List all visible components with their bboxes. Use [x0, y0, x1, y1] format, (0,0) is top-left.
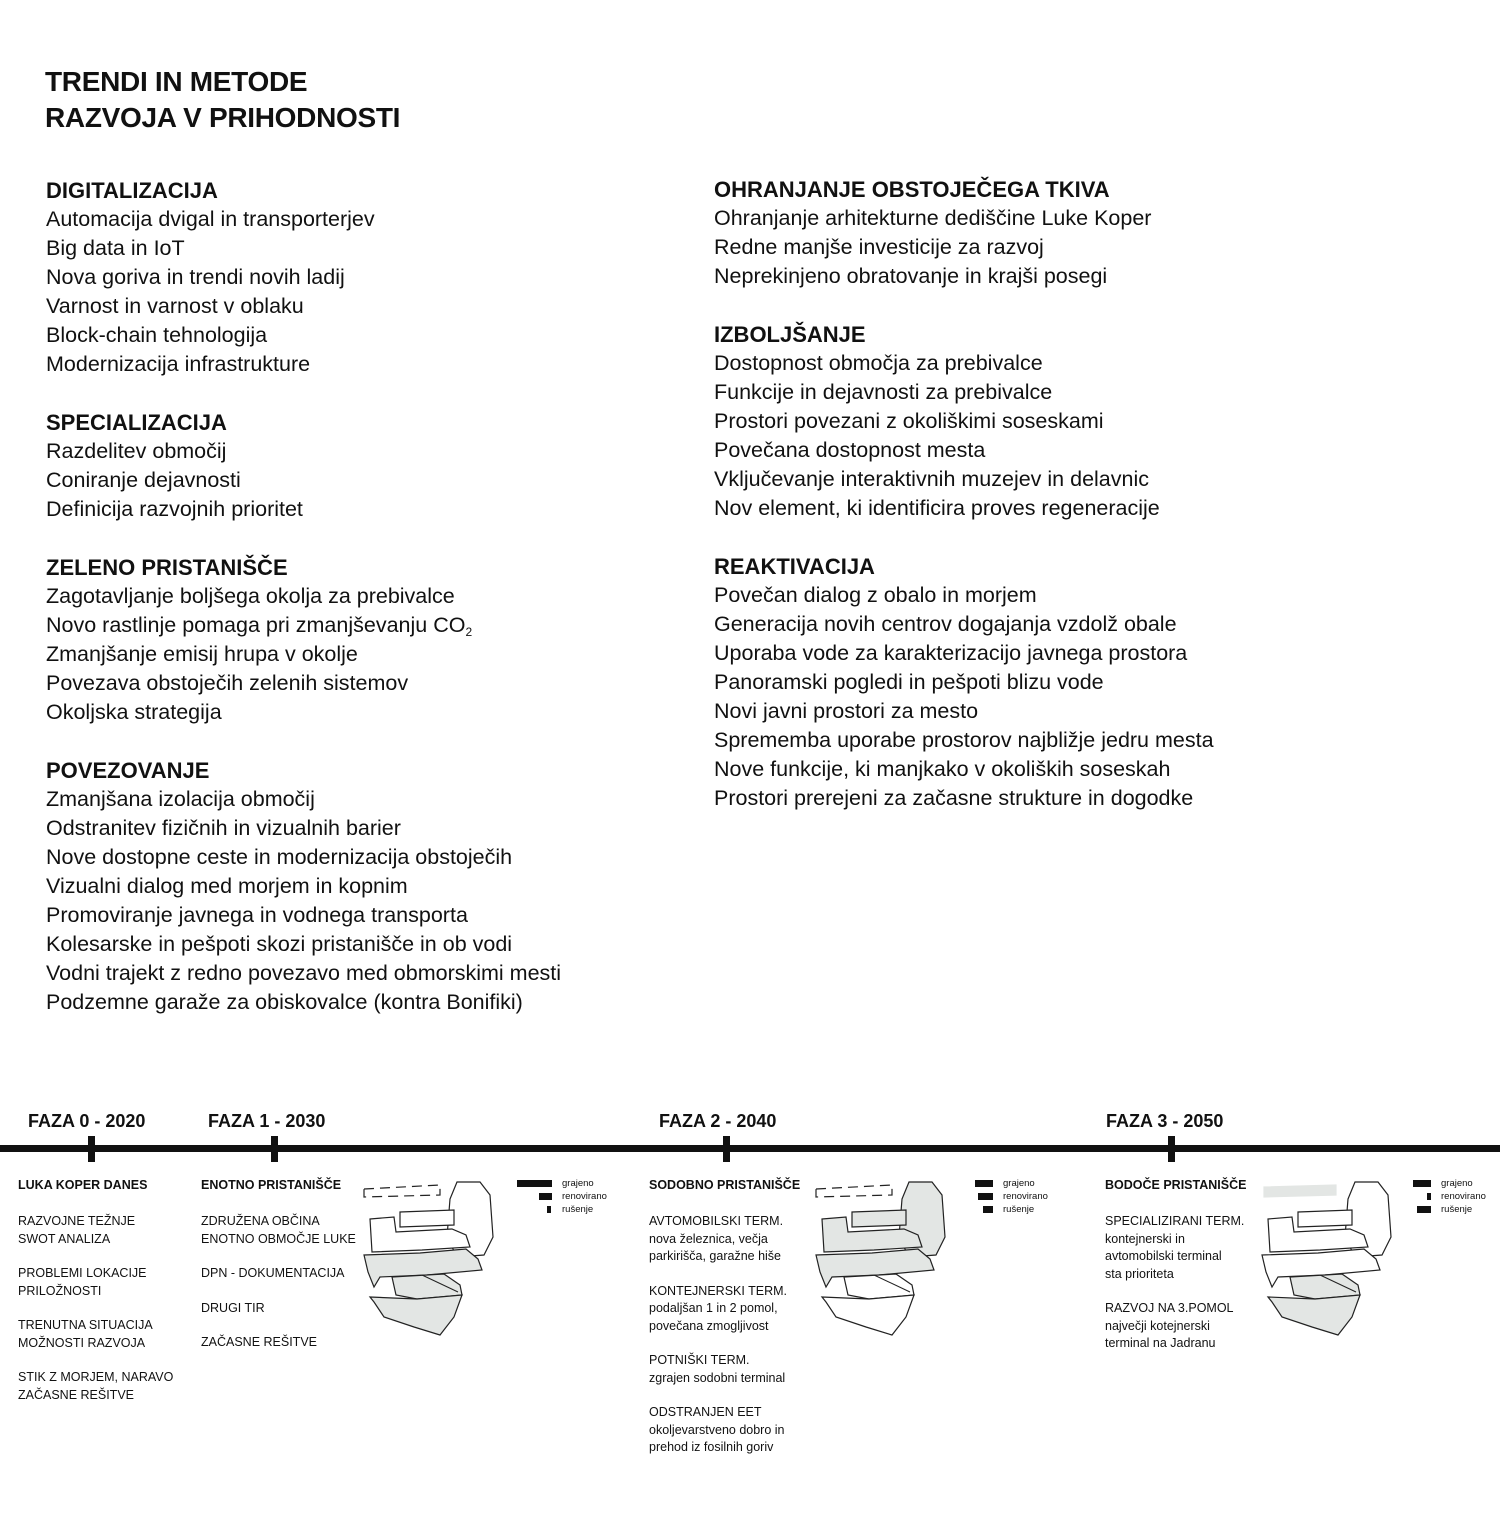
- list-item: Vključevanje interaktivnih muzejev in delavnic: [714, 467, 1149, 491]
- section-povezovanje: [46, 756, 706, 1017]
- phase-item: [649, 1283, 824, 1336]
- phase-heading: ENOTNO PRISTANIŠČE: [201, 1178, 342, 1192]
- section-specializacija: [46, 408, 706, 524]
- timeline-tick: [271, 1136, 278, 1162]
- phase-item-line: sta prioriteta: [1105, 1266, 1174, 1281]
- legend-row-renovirano: [517, 1191, 627, 1203]
- phase-label-2: FAZA 2 - 2040: [659, 1111, 777, 1131]
- phase-item-line: SWOT ANALIZA: [18, 1231, 111, 1246]
- list-item: Big data in IoT: [46, 236, 185, 260]
- right-column: [714, 175, 1374, 842]
- section-heading: ZELENO PRISTANIŠČE: [46, 555, 288, 580]
- phase-item: [649, 1213, 824, 1266]
- phase-item-line: parkirišča, garažne hiše: [649, 1249, 782, 1263]
- section-heading: DIGITALIZACIJA: [46, 178, 218, 203]
- list-item: Zmanjšana izolacija območij: [46, 787, 315, 811]
- legend-swatch: [1427, 1193, 1431, 1200]
- legend-row-rusenje: [517, 1204, 627, 1216]
- list-item: Vodni trajekt z redno povezavo med obmorskimi mesti: [46, 961, 562, 985]
- phase-item-line: PRILOŽNOSTI: [18, 1283, 102, 1298]
- phase-3-details: [1105, 1177, 1280, 1370]
- phase-item-line: ENOTNO OBMOČJE LUKE: [201, 1231, 356, 1246]
- list-item: Uporaba vode za karakterizacijo javnega prostora: [714, 641, 1188, 665]
- legend-label: rušenje: [1003, 1204, 1035, 1215]
- phase-item-line: avtomobilski terminal: [1105, 1249, 1222, 1263]
- list-item: Povečan dialog z obalo in morjem: [714, 583, 1037, 607]
- phase-1-details: [201, 1177, 376, 1369]
- list-item: Novi javni prostori za mesto: [714, 699, 979, 723]
- list-item: [46, 611, 706, 640]
- section-digitalizacija: [46, 176, 706, 379]
- timeline-tick: [1168, 1136, 1175, 1162]
- legend-swatch: [517, 1180, 552, 1187]
- list-item: Sprememba uporabe prostorov najbližje jedru mesta: [714, 728, 1214, 752]
- list-item: Zagotavljanje boljšega okolja za prebivalce: [46, 584, 455, 608]
- phase-item-line: TRENUTNA SITUACIJA: [18, 1318, 153, 1332]
- list-item: Nove funkcije, ki manjkako v okoliških soseskah: [714, 757, 1171, 781]
- legend-swatch: [547, 1206, 551, 1213]
- phase-label-1: FAZA 1 - 2030: [208, 1111, 326, 1131]
- section-izboljsanje: [714, 320, 1374, 523]
- legend-swatch: [978, 1193, 993, 1200]
- legend-phase-2: [975, 1178, 1085, 1218]
- section-heading: SPECIALIZACIJA: [46, 410, 227, 435]
- list-item: Nove dostopne ceste in modernizacija obstoječih: [46, 845, 513, 869]
- phase-heading: SODOBNO PRISTANIŠČE: [649, 1178, 801, 1192]
- list-item: Varnost in varnost v oblaku: [46, 294, 304, 318]
- phase-item-line: ODSTRANJEN EET: [649, 1405, 762, 1419]
- list-item: Block-chain tehnologija: [46, 323, 268, 347]
- list-item: Panoramski pogledi in pešpoti blizu vode: [714, 670, 1104, 694]
- timeline-tick: [723, 1136, 730, 1162]
- phase-item: [201, 1300, 376, 1318]
- port-map-phase-3: [1260, 1177, 1395, 1337]
- legend-phase-3: [1413, 1178, 1500, 1218]
- phase-item-line: ZDRUŽENA OBČINA: [201, 1214, 320, 1228]
- legend-swatch: [983, 1206, 993, 1213]
- list-item: Coniranje dejavnosti: [46, 468, 241, 492]
- phase-item-line: RAZVOJNE TEŽNJE: [18, 1214, 136, 1228]
- list-item: Okoljska strategija: [46, 700, 222, 724]
- phase-item-line: SPECIALIZIRANI TERM.: [1105, 1214, 1245, 1228]
- list-item: Prostori prerejeni za začasne strukture in dogodke: [714, 786, 1194, 810]
- phase-item: [649, 1404, 824, 1457]
- legend-swatch: [539, 1193, 552, 1200]
- phase-item-line: kontejnerski in: [1105, 1231, 1185, 1246]
- section-heading: REAKTIVACIJA: [714, 554, 875, 579]
- section-heading: OHRANJANJE OBSTOJEČEGA TKIVA: [714, 177, 1110, 202]
- port-map-phase-2: [814, 1177, 949, 1337]
- phase-item-line: povečana zmogljivost: [649, 1318, 769, 1333]
- page-title: [45, 64, 400, 136]
- co2-subscript: 2: [465, 625, 473, 639]
- list-item: Vizualni dialog med morjem in kopnim: [46, 874, 408, 898]
- list-item: Kolesarske in pešpoti skozi pristanišče in ob vodi: [46, 932, 513, 956]
- legend-swatch: [975, 1180, 993, 1187]
- section-ohranjanje: [714, 175, 1374, 291]
- section-zeleno-pristanisce: [46, 553, 706, 727]
- list-item: Automacija dvigal in transporterjev: [46, 207, 375, 231]
- phase-item-line: AVTOMOBILSKI TERM.: [649, 1214, 784, 1228]
- timeline-tick: [88, 1136, 95, 1162]
- phase-item-line: POTNIŠKI TERM.: [649, 1353, 750, 1367]
- legend-swatch: [1413, 1180, 1431, 1187]
- legend-row-grajeno: [1413, 1178, 1500, 1190]
- phase-item-line: RAZVOJ NA 3.POMOL: [1105, 1301, 1234, 1315]
- phase-item-line: MOŽNOSTI RAZVOJA: [18, 1335, 146, 1350]
- list-item: Neprekinjeno obratovanje in krajši posegi: [714, 264, 1108, 288]
- phase-2-details: [649, 1177, 824, 1474]
- list-item: Odstranitev fizičnih in vizualnih barier: [46, 816, 401, 840]
- phase-item: [18, 1317, 193, 1352]
- legend-label: renovirano: [1003, 1191, 1048, 1202]
- phase-item-line: KONTEJNERSKI TERM.: [649, 1283, 787, 1298]
- legend-row-renovirano: [1413, 1191, 1500, 1203]
- list-item: Promoviranje javnega in vodnega transporta: [46, 903, 468, 927]
- list-item: Generacija novih centrov dogajanja vzdolž obale: [714, 612, 1177, 636]
- legend-phase-1: [517, 1178, 627, 1218]
- list-item: Nova goriva in trendi novih ladij: [46, 265, 345, 289]
- title-line-1: TRENDI IN METODE: [45, 66, 308, 97]
- phase-item: [201, 1334, 376, 1352]
- phase-item: [1105, 1213, 1280, 1283]
- phase-item-line: DRUGI TIR: [201, 1300, 265, 1315]
- section-reaktivacija: [714, 552, 1374, 813]
- list-item: Povezava obstoječih zelenih sistemov: [46, 671, 409, 695]
- section-heading: IZBOLJŠANJE: [714, 322, 866, 347]
- phase-item: [18, 1369, 193, 1404]
- phase-item-line: ZAČASNE REŠITVE: [201, 1335, 317, 1349]
- list-item: Zmanjšanje emisij hrupa v okolje: [46, 642, 358, 666]
- legend-label: rušenje: [562, 1204, 594, 1215]
- co2-text: Novo rastlinje pomaga pri zmanjševanju CO: [46, 613, 466, 637]
- legend-label: grajeno: [562, 1178, 594, 1189]
- phase-item-line: zgrajen sodobni terminal: [649, 1370, 786, 1385]
- phase-item-line: podaljšan 1 in 2 pomol,: [649, 1301, 778, 1315]
- legend-row-grajeno: [975, 1178, 1085, 1190]
- legend-row-renovirano: [975, 1191, 1085, 1203]
- list-item: Modernizacija infrastrukture: [46, 352, 311, 376]
- list-item: Definicija razvojnih prioritet: [46, 497, 303, 521]
- legend-label: renovirano: [1441, 1191, 1486, 1202]
- legend-label: grajeno: [1441, 1178, 1473, 1189]
- legend-label: renovirano: [562, 1191, 607, 1202]
- port-map-phase-1: [362, 1177, 497, 1337]
- phase-item: [649, 1352, 824, 1387]
- legend-row-rusenje: [1413, 1204, 1500, 1216]
- phase-item: [201, 1213, 376, 1248]
- phase-item-line: prehod iz fosilnih goriv: [649, 1440, 774, 1454]
- list-item: Redne manjše investicije za razvoj: [714, 235, 1044, 259]
- section-heading: POVEZOVANJE: [46, 758, 210, 783]
- phase-0-details: [18, 1177, 193, 1421]
- list-item: Razdelitev območij: [46, 439, 227, 463]
- phase-item-line: največji kotejnerski: [1105, 1318, 1210, 1333]
- phase-item-line: ZAČASNE REŠITVE: [18, 1387, 134, 1402]
- phase-item-line: nova železnica, večja: [649, 1231, 768, 1246]
- legend-row-grajeno: [517, 1178, 627, 1190]
- phase-label-3: FAZA 3 - 2050: [1106, 1111, 1224, 1131]
- phase-item-line: PROBLEMI LOKACIJE: [18, 1266, 147, 1280]
- list-item: Povečana dostopnost mesta: [714, 438, 986, 462]
- phase-item-line: DPN - DOKUMENTACIJA: [201, 1266, 345, 1280]
- phase-item: [18, 1265, 193, 1300]
- legend-row-rusenje: [975, 1204, 1085, 1216]
- list-item: Funkcije in dejavnosti za prebivalce: [714, 380, 1053, 404]
- phase-item-line: STIK Z MORJEM, NARAVO: [18, 1370, 174, 1384]
- phase-heading: BODOČE PRISTANIŠČE: [1105, 1178, 1247, 1192]
- title-line-2: RAZVOJA V PRIHODNOSTI: [45, 102, 401, 133]
- phase-item: [1105, 1300, 1280, 1353]
- list-item: Ohranjanje arhitekturne dediščine Luke Koper: [714, 206, 1152, 230]
- left-column: [46, 176, 706, 1046]
- legend-label: rušenje: [1441, 1204, 1473, 1215]
- phase-heading: LUKA KOPER DANES: [18, 1178, 148, 1192]
- list-item: Podzemne garaže za obiskovalce (kontra Bonifiki): [46, 990, 523, 1014]
- phase-item-line: terminal na Jadranu: [1105, 1336, 1216, 1350]
- phase-label-0: FAZA 0 - 2020: [28, 1111, 146, 1131]
- list-item: Nov element, ki identificira proves regeneracije: [714, 496, 1160, 520]
- phase-item: [18, 1213, 193, 1248]
- phase-item: [201, 1265, 376, 1283]
- timeline-line: [0, 1145, 1500, 1152]
- legend-label: grajeno: [1003, 1178, 1035, 1189]
- phase-item-line: okoljevarstveno dobro in: [649, 1422, 785, 1437]
- list-item: Dostopnost območja za prebivalce: [714, 351, 1043, 375]
- legend-swatch: [1417, 1206, 1431, 1213]
- list-item: Prostori povezani z okoliškimi soseskami: [714, 409, 1104, 433]
